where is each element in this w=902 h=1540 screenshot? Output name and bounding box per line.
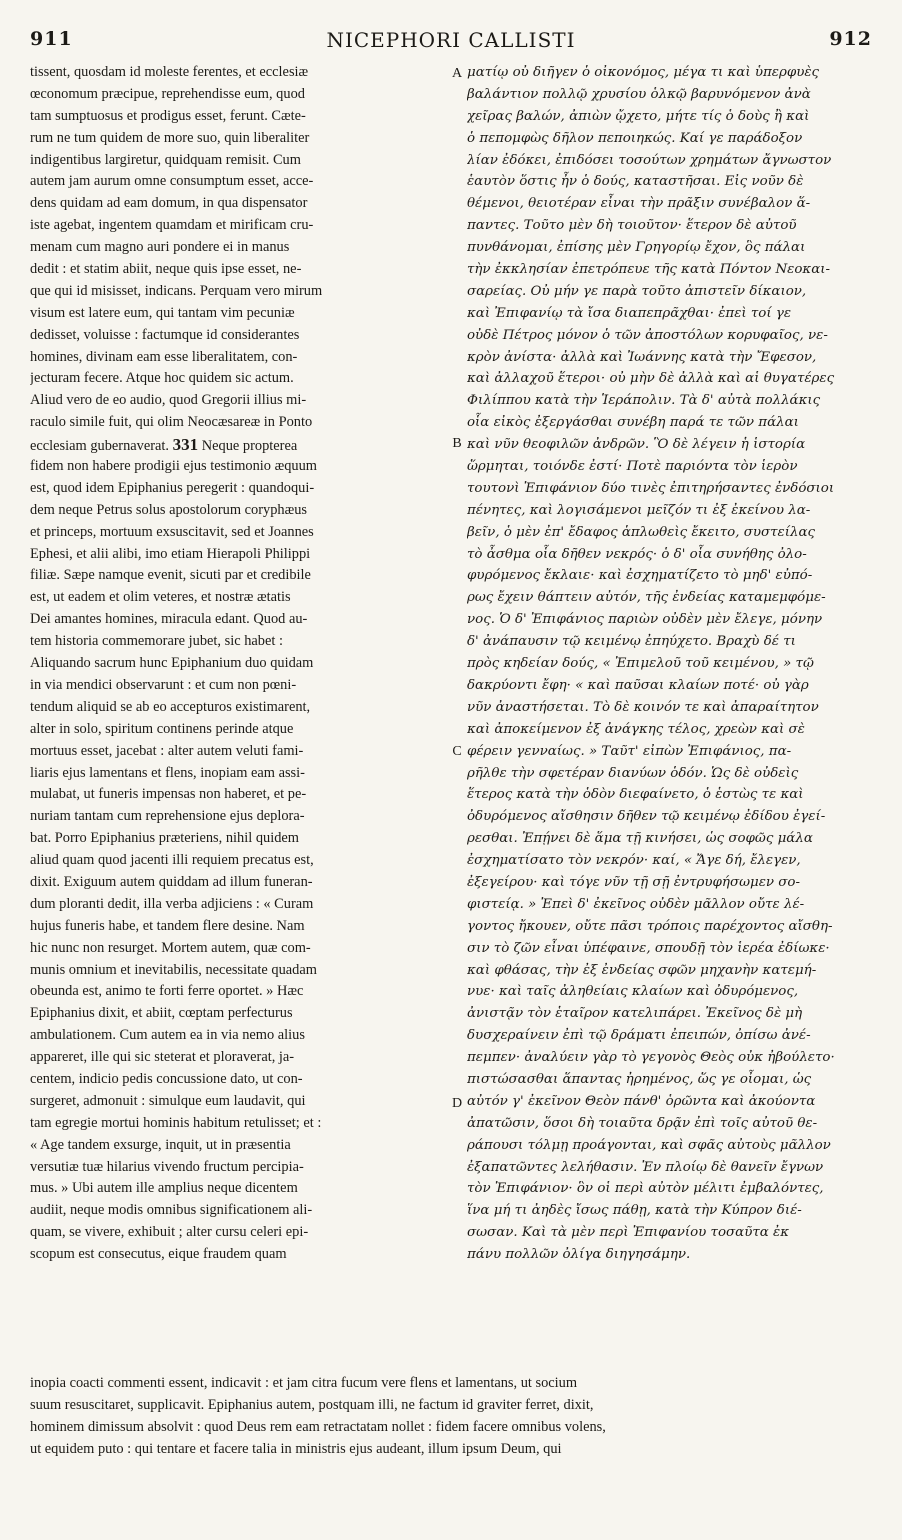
latin-line-text: visum est latere eum, qui tantam vim pecuniæ <box>30 304 295 321</box>
greek-line <box>467 237 877 259</box>
greek-line-text: ρως ἔχειν θάπτειν αὐτόν, τῆς ἐνδείας καταμεμφόμε- <box>467 590 826 606</box>
latin-line-text: bat. Porro Epiphanius præteriens, nihil quidem <box>30 830 299 847</box>
latin-line-text: dedit : et statim abiit, neque quis ipse esset, ne- <box>30 261 302 278</box>
greek-line <box>467 1200 877 1222</box>
greek-line-text: ἐξαπατῶντες λελήθασιν. Ἐν πλοίῳ δὲ θανεῖν ἔγνων <box>467 1159 824 1175</box>
latin-line-text: est, ut eadem et olim veteres, et nostræ ætatis <box>30 589 291 606</box>
running-title: NICEPHORI CALLISTI <box>326 28 576 52</box>
full-line-text: suum resuscitaret, supplicavit. Epiphanius autem, postquam illi, ne factum id graviter ferret, dixit, <box>30 1396 594 1413</box>
latin-line-text: tendum aliquid se ab eo accepturos existimarent, <box>30 698 311 715</box>
latin-line <box>30 850 448 872</box>
latin-line-text: et princeps, mortuum exsuscitavit, sed et Joannes <box>30 523 314 540</box>
latin-line-text: munis omnium et inevitabilis, necessitate quadam <box>30 961 317 978</box>
latin-line <box>30 1069 448 1091</box>
greek-line <box>467 1178 877 1200</box>
latin-line <box>30 631 448 653</box>
latin-line <box>30 1135 448 1157</box>
greek-line-text: ἕτερος κατὰ τὴν ὁδὸν διεφαίνετο, ὁ ἑστὼς τε καὶ <box>467 787 804 803</box>
latin-line <box>30 215 448 237</box>
latin-line-text: dem neque Petrus solus apostolorum coryphæus <box>30 501 307 518</box>
greek-line-text: φυρόμενος ἔκλαιε· καὶ ἐσχηματίζετο τὸ μηδ' εὐπό- <box>467 568 813 584</box>
greek-line-text: τὴν ἐκκλησίαν ἐπετρόπευε τῆς κατὰ Πόντον Νεοκαι- <box>467 262 831 278</box>
greek-line <box>467 106 877 128</box>
latin-line <box>30 1025 448 1047</box>
latin-line-text: jecturam fecere. Atque hoc quidem sic actum. <box>30 370 294 387</box>
greek-line-text: φέρειν γενναίως. » Ταῦτ' εἰπὼν Ἐπιφάνιος, πα- <box>467 743 792 759</box>
page-number-left: 911 <box>30 28 73 50</box>
greek-line <box>467 609 877 631</box>
running-header <box>30 28 872 58</box>
latin-line-text: surgeret, admonuit : simulque eum laudavit, qui <box>30 1092 306 1109</box>
latin-line <box>30 960 448 982</box>
greek-line <box>467 960 877 982</box>
greek-line <box>467 368 877 390</box>
greek-line-text: ἑαυτὸν ὅστις ἦν ὁ δούς, καταστῆσαι. Εἰς νοῦν δὲ <box>467 174 804 190</box>
greek-line-text: ὁ πεπομφὼς δῆλον πεποιηκώς. Καί γε παράδοξον <box>467 130 803 146</box>
page-number-right: 912 <box>829 28 872 50</box>
latin-line-text: dixit. Exiguum autem quiddam ad illum funeran- <box>30 873 313 890</box>
greek-line-text: νος. Ὁ δ' Ἐπιφάνιος παριὼν οὐδὲν μὲν ἔλεγε, μόνην <box>467 612 823 628</box>
greek-line <box>467 1157 877 1179</box>
greek-line <box>467 1069 877 1091</box>
greek-line <box>467 1025 877 1047</box>
latin-line-text: dum ploranti dedit, illa verba adjiciens : « Curam <box>30 895 314 912</box>
section-marker-a: A <box>451 66 463 81</box>
latin-line-text: filiæ. Sæpe namque evenit, sicuti par et credibile <box>30 567 311 584</box>
latin-line-text: Epiphanius dixit, et abiit, cœptam perfecturus <box>30 1005 293 1022</box>
greek-line-text: νῦν ἀναστήσεται. Τὸ δὲ κοινόν τε καὶ ἀπαραίτητον <box>467 699 819 715</box>
greek-line-text: αὐτόν γ' ἐκεῖνον Θεὸν πάνθ' ὁρῶντα καὶ ἀκούοντα <box>467 1093 816 1109</box>
greek-line <box>467 259 877 281</box>
latin-line <box>30 872 448 894</box>
greek-line <box>467 719 877 741</box>
latin-line-text: autem jam aurum omne consumptum esset, acce- <box>30 173 314 190</box>
latin-line <box>30 171 448 193</box>
latin-line-text: nuriam tantam cum reprehensione ejus deplora- <box>30 808 305 825</box>
latin-line <box>30 368 448 390</box>
greek-line <box>467 938 877 960</box>
greek-line <box>467 390 877 412</box>
latin-line-text: dens quidam ad eam domum, in qua dispensator <box>30 195 308 212</box>
latin-line-text: homines, divinam eam esse liberalitatem, con- <box>30 348 298 365</box>
greek-line-text: γοντος ἤκουεν, οὔτε πᾶσι τρόποις παρέχοντος αἴσθη- <box>467 918 833 934</box>
greek-line-text: καὶ φθάσας, τὴν ἐξ ἐνδείας σφῶν μηχανὴν κατεμή- <box>467 962 817 978</box>
greek-line-text: παντες. Τοῦτο μὲν δὴ τοιοῦτον· ἕτερον δὲ αὐτοῦ <box>467 218 797 234</box>
greek-line <box>467 697 877 719</box>
latin-line <box>30 806 448 828</box>
latin-line-text: in via mendici observarunt : et cum non pœni- <box>30 676 297 693</box>
greek-line-text: ράπουσι τόλμῃ προάγονται, καὶ σφᾶς αὐτοὺς μᾶλλον <box>467 1137 831 1153</box>
greek-line <box>467 215 877 237</box>
latin-line-text: dedisset, voluisse : factumque id considerantes <box>30 326 300 343</box>
greek-line <box>467 128 877 150</box>
latin-line <box>30 1091 448 1113</box>
greek-line-text: ἐσχηματίσατο τὸν νεκρόν· καί, « Ἄγε δή, ἔλεγεν, <box>467 853 801 869</box>
latin-line-text: Dei amantes homines, miracula edant. Quod au- <box>30 611 308 628</box>
greek-line <box>467 894 877 916</box>
full-line-text: inopia coacti commenti essent, indicavit : et jam citra fucum vere flens et lamentans, ut socium <box>30 1375 578 1391</box>
greek-line-text: δυσχεραίνειν ἐπὶ τῷ δράματι ἐπειπών, ὀπίσω ἀνέ- <box>467 1028 811 1044</box>
greek-line <box>467 850 877 872</box>
greek-line-text: τουτονὶ Ἐπιφάνιον δύο τινὲς ἐπιτηρήσαντες ἐνδόσιοι <box>467 480 835 496</box>
greek-line <box>467 631 877 653</box>
greek-line-text: καὶ ἀποκείμενον ἐξ ἀνάγκης τέλος, χρεὼν καὶ σὲ <box>467 721 805 737</box>
greek-line-text: βεῖν, ὁ μὲν ἐπ' ἔδαφος ἁπλωθεὶς ἔκειτο, συστείλας <box>467 524 816 540</box>
greek-line <box>467 1135 877 1157</box>
greek-line-text: βαλάντιον πολλῷ χρυσίου ὁλκῷ βαρυνόμενον ἀνὰ <box>467 86 811 102</box>
greek-line-text: ὀδυρόμενος αἴσθησιν δῆθεν τῷ κειμένῳ ἐδίδου ἐγεί- <box>467 809 826 825</box>
latin-line-text: alter in solo, spiritum continens perinde atque <box>30 720 294 737</box>
latin-line-text: audiit, neque modis omnibus significationem ali- <box>30 1202 313 1219</box>
greek-line <box>467 806 877 828</box>
full-line <box>30 1373 872 1395</box>
greek-line <box>467 828 877 850</box>
latin-line <box>30 1113 448 1135</box>
latin-line-text: fidem non habere prodigii ejus testimonio æquum <box>30 458 317 475</box>
greek-line-text: πυνθάνομαι, ἐπίσης μὲν Γρηγορίῳ ἔχον, ὃς πάλαι <box>467 240 806 256</box>
latin-line-text: mus. » Ubi autem ille amplius neque dicentem <box>30 1180 298 1197</box>
latin-line-text: tam sumptuosus et prodigus esset, ferunt. Cæte- <box>30 107 306 124</box>
greek-line <box>467 1091 877 1113</box>
latin-line <box>30 62 448 84</box>
latin-line <box>30 456 448 478</box>
greek-line-text: πιστώσασθαι ἅπαντας ἠρημένος, ὥς γε οἶομαι, ὡς <box>467 1071 812 1087</box>
greek-line <box>467 675 877 697</box>
greek-line-text: ρῆλθε τὴν σφετέραν διανύων ὁδόν. Ὡς δὲ οὐδεὶς <box>467 765 799 781</box>
greek-line <box>467 500 877 522</box>
greek-line <box>467 653 877 675</box>
latin-line <box>30 763 448 785</box>
latin-line <box>30 1244 448 1266</box>
greek-line <box>467 412 877 434</box>
latin-line <box>30 587 448 609</box>
greek-line-text: καὶ Ἐπιφανίῳ τὰ ἴσα διαπεπρᾶχθαι· ἐπεὶ τοί γε <box>467 305 792 321</box>
greek-line-text: τὸν Ἐπιφάνιον· ὃν οἱ περὶ αὐτὸν μέλιτι ἐμβαλόντες, <box>467 1181 824 1197</box>
latin-line-text: quam, se vivere, exhibuit ; alter cursu celeri epi- <box>30 1224 309 1241</box>
greek-line-text: οὐδὲ Πέτρος μόνον ὁ τῶν ἀποστόλων κορυφαῖος, νε- <box>467 327 828 343</box>
latin-line <box>30 281 448 303</box>
greek-line <box>467 763 877 785</box>
latin-line-text: rum ne tum quidem de more suo, quin liberaliter <box>30 129 310 146</box>
greek-line <box>467 587 877 609</box>
greek-line-text: δακρύοντι ἔφη· « καὶ παῦσαι κλαίων ποτέ· οὐ γὰρ <box>467 677 809 693</box>
latin-line-text: appareret, ille qui sic steterat et ploraverat, ja- <box>30 1049 295 1066</box>
greek-line <box>467 478 877 500</box>
greek-line-text: ἐξεγείρου· καὶ τόγε νῦν τῇ σῇ ἐντρυφήσωμεν σο- <box>467 874 801 890</box>
latin-line <box>30 390 448 412</box>
latin-line <box>30 84 448 106</box>
latin-line <box>30 609 448 631</box>
latin-line-text: versutiæ tuæ hilarius vivendo fructum percipia- <box>30 1158 304 1175</box>
latin-line-text: tem historia commemorare jubet, sic habet : <box>30 633 283 650</box>
greek-line-text: ἀπατῶσιν, ὅσοι δὴ τοιαῦτα δρᾷν ἐπὶ τοῖς αὐτοῦ θε- <box>467 1115 818 1131</box>
greek-line-text: πάνυ πολλῶν ὀλίγα διηγησάμην. <box>467 1247 691 1263</box>
latin-line <box>30 784 448 806</box>
greek-line <box>467 872 877 894</box>
latin-line <box>30 150 448 172</box>
greek-line-text: πρὸς κηδείαν δούς, « Ἐπιμελοῦ τοῦ κειμένου, » τῷ <box>467 656 814 672</box>
greek-line-text: Φιλίππου κατὰ τὴν Ἱεράπολιν. Τὰ δ' αὐτὰ πολλάκις <box>467 393 821 409</box>
greek-line <box>467 325 877 347</box>
greek-line <box>467 1244 877 1266</box>
latin-line-text: Aliquando sacrum hunc Epiphanium duo quidam <box>30 655 314 672</box>
latin-line-text: Ephesi, et alii alibi, imo etiam Hierapoli Philippi <box>30 545 311 562</box>
greek-line <box>467 303 877 325</box>
greek-line <box>467 544 877 566</box>
latin-line-text: menam cum magno auri pondere ei in manus <box>30 239 290 256</box>
inline-continuation: Neque propterea <box>198 438 298 455</box>
latin-line-text: mulabat, ut funeris impensas non haberet, et pe- <box>30 786 307 803</box>
greek-line <box>467 1003 877 1025</box>
latin-line <box>30 916 448 938</box>
latin-line <box>30 412 448 434</box>
latin-line-text: raculo simile fuit, qui olim Neocæsareæ in Ponto <box>30 414 313 431</box>
latin-line <box>30 193 448 215</box>
full-line <box>30 1395 872 1417</box>
latin-line <box>30 719 448 741</box>
latin-line-text: aliud quam quod jacenti illi requiem precatus est, <box>30 852 314 869</box>
greek-line <box>467 1222 877 1244</box>
latin-line <box>30 106 448 128</box>
latin-line <box>30 894 448 916</box>
greek-line <box>467 1047 877 1069</box>
greek-line-text: σιν τὸ ζῶν εἶναι ὑπέφαινε, σπουδῇ τὸν ἱερέα ἐδίωκε· <box>467 940 830 956</box>
latin-line <box>30 675 448 697</box>
latin-line-text: Aliud vero de eo audio, quod Gregorii illius mi- <box>30 392 307 409</box>
greek-line-text: δ' ἀνάπαυσιν τῷ κειμένῳ ἐπηύχετο. Βραχὺ δέ τι <box>467 634 796 650</box>
section-marker-d: D <box>451 1096 463 1111</box>
latin-line-text: centem, indicio pedis concussione dato, ut con- <box>30 1070 303 1087</box>
latin-line-text: est, quod idem Epiphanius peregerit : quandoqui- <box>30 479 315 496</box>
greek-line-text: οἷα εἰκὸς ἐξεργάσθαι συνέβη παρά τε τῶν πάλαι <box>467 415 799 431</box>
latin-line <box>30 1178 448 1200</box>
latin-line-text: indigentibus largiretur, quidquam remisit. Cum <box>30 151 301 168</box>
greek-line-text: σωσαν. Καὶ τὰ μὲν περὶ Ἐπιφανίου τοσαῦτα ἐκ <box>467 1225 790 1241</box>
greek-line <box>467 981 877 1003</box>
latin-line <box>30 303 448 325</box>
latin-line <box>30 741 448 763</box>
latin-line-text: ecclesiam gubernaverat. <box>30 438 170 455</box>
greek-line <box>467 741 877 763</box>
column-number: 331 <box>172 435 199 455</box>
latin-line-text: scopum est consecutus, eique fraudem quam <box>30 1246 287 1263</box>
latin-line <box>30 1200 448 1222</box>
greek-line-text: καὶ νῦν θεοφιλῶν ἀνδρῶν. Ὃ δὲ λέγειν ἡ ἱστορία <box>467 437 806 453</box>
full-line <box>30 1439 872 1461</box>
greek-line <box>467 916 877 938</box>
greek-line-text: λίαν ἐδόκει, ἐπιδόσει τοσούτων χρημάτων ἄγνωστον <box>467 152 832 168</box>
latin-line <box>30 259 448 281</box>
latin-line <box>30 434 448 456</box>
greek-line-text: σαρείας. Οὐ μήν γε παρὰ τοῦτο ἀπιστεῖν δίκαιον, <box>467 283 807 299</box>
latin-line-text: « Age tandem exsurge, inquit, ut in præsentia <box>30 1136 291 1153</box>
greek-line <box>467 784 877 806</box>
latin-line <box>30 1157 448 1179</box>
greek-line-text: ἀνιστᾷν τὸν ἑταῖρον κατελιπάρει. Ἐκεῖνος δὲ μὴ <box>467 1006 803 1022</box>
greek-line-text: καὶ ἀλλαχοῦ ἕτεροι· οὐ μὴν δὲ ἀλλὰ καὶ αἱ θυγατέρες <box>467 371 835 387</box>
full-line-text: ut equidem puto : qui tentare et facere talia in ministris ejus audeant, illum ipsum Deum, qui <box>30 1440 562 1457</box>
latin-line-text: iste agebat, ingentem quamdam et mirificam cru- <box>30 217 314 234</box>
greek-line-text: πένητες, καὶ λογισάμενοι μεῖζόν τι ἐξ ἐκείνου λα- <box>467 502 811 518</box>
latin-line <box>30 1047 448 1069</box>
latin-line <box>30 128 448 150</box>
greek-line-text: νυε· καὶ ταῖς ἀληθείαις κλαίων καὶ ὀδυρόμενος, <box>467 984 799 1000</box>
section-marker-c: C <box>452 744 462 759</box>
greek-line <box>467 434 877 456</box>
section-marker-b: B <box>452 436 462 451</box>
greek-line <box>467 62 877 84</box>
latin-line <box>30 1003 448 1025</box>
latin-line <box>30 544 448 566</box>
latin-line-text: tissent, quosdam id moleste ferentes, et ecclesiæ <box>30 64 309 80</box>
greek-line-text: κρὸν ἀνίστα· ἀλλὰ καὶ Ἰωάννης κατὰ τὴν Ἔφεσον, <box>467 349 817 365</box>
greek-line <box>467 171 877 193</box>
full-width-text <box>30 1373 872 1461</box>
latin-line-text: hic nunc non resurget. Mortem autem, quæ com- <box>30 939 311 956</box>
full-line-text: hominem dimissum absolvit : quod Deus rem eam retractatam nollet : fidem facere omnibus volens, <box>30 1418 606 1435</box>
latin-line <box>30 697 448 719</box>
latin-column <box>30 62 448 1266</box>
latin-line <box>30 478 448 500</box>
latin-line <box>30 565 448 587</box>
latin-line <box>30 325 448 347</box>
greek-line-text: ρεσθαι. Ἐπῄνει δὲ ἅμα τῇ κινήσει, ὡς σοφῶς μάλα <box>467 831 813 847</box>
full-line <box>30 1417 872 1439</box>
greek-line <box>467 456 877 478</box>
greek-line-text: ἵνα μή τι ἀηδὲς ἴσως πάθῃ, κατὰ τὴν Κύπρον διέ- <box>467 1203 802 1219</box>
latin-line <box>30 1222 448 1244</box>
greek-line <box>467 84 877 106</box>
greek-line <box>467 522 877 544</box>
latin-line <box>30 653 448 675</box>
latin-line <box>30 981 448 1003</box>
greek-line-text: τὸ ἆσθμα οἷα δῆθεν νεκρός· ὁ δ' οἷα συνήθης ὀλο- <box>467 546 807 562</box>
latin-line-text: que qui id misisset, indicans. Perquam vero mirum <box>30 282 323 299</box>
latin-line-text: hujus funeris habe, et tandem flere desine. Nam <box>30 917 305 934</box>
greek-column <box>467 62 877 1266</box>
greek-line-text: φιστείᾳ. » Ἐπεὶ δ' ἐκεῖνος οὐδὲν μᾶλλον οὔτε λέ- <box>467 896 805 912</box>
greek-line-text: θέμενοι, θειοτέραν εἶναι τὴν πρᾶξιν συνέβαλον ἅ- <box>467 196 811 212</box>
greek-line-text: ματίῳ οὐ διῆγεν ὁ οἰκονόμος, μέγα τι καὶ ὑπερφυὲς <box>467 65 820 80</box>
latin-line-text: tam egregie mortui hominis habitum retulisset; et : <box>30 1114 322 1131</box>
greek-line-text: ὥρμηται, τοιόνδε ἐστί· Ποτὲ παριόντα τὸν ἱερὸν <box>467 459 798 475</box>
greek-line <box>467 565 877 587</box>
greek-line <box>467 1113 877 1135</box>
greek-line <box>467 281 877 303</box>
latin-line-text: obeunda est, animo te forti ferre oportet. » Hæc <box>30 983 304 1000</box>
latin-line <box>30 938 448 960</box>
greek-line-text: πεμπεν· ἀναλύειν γὰρ τὸ γεγονὸς Θεὸς οὐκ ἠβούλετο· <box>467 1050 835 1066</box>
latin-line <box>30 237 448 259</box>
latin-line <box>30 500 448 522</box>
greek-line <box>467 347 877 369</box>
greek-line <box>467 193 877 215</box>
latin-line <box>30 522 448 544</box>
latin-line-text: œconomum præcipue, reprehendisse eum, quod <box>30 85 305 102</box>
greek-line <box>467 150 877 172</box>
latin-line-text: mortuus esset, jacebat : alter autem veluti fami- <box>30 742 304 759</box>
latin-line <box>30 828 448 850</box>
latin-line <box>30 347 448 369</box>
latin-line-text: liaris ejus lamentans et flens, inopiam eam assi- <box>30 764 305 781</box>
latin-line-text: ambulationem. Cum autem ea in via nemo alius <box>30 1027 305 1044</box>
greek-line-text: χεῖρας βαλών, ἀπιὼν ᾤχετο, μήτε τίς ὁ δοὺς ἢ καὶ <box>467 108 810 124</box>
